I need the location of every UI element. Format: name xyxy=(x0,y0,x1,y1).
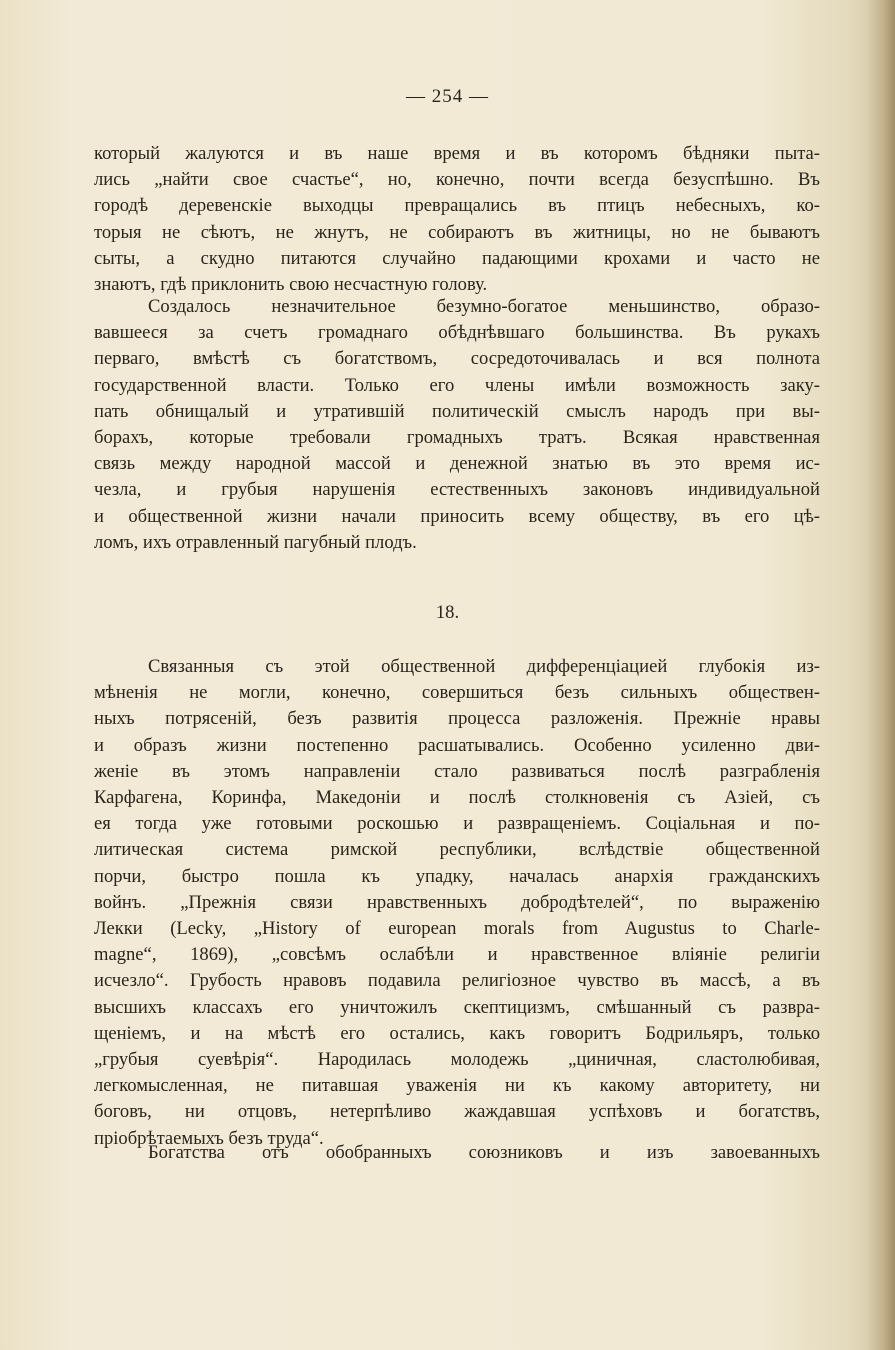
section-number: 18. xyxy=(435,602,460,623)
text-line: государственной власти. Только его члены имѣли возможность заку- xyxy=(94,374,820,396)
text-line: торыя не сѣютъ, не жнутъ, не собираютъ въ житницы, но не бываютъ xyxy=(94,221,820,243)
text-line: литическая система римской республики, вслѣдствіе общественной xyxy=(94,839,820,861)
text-line: порчи, быстро пошла къ упадку, началась анархія гражданскихъ xyxy=(94,865,820,887)
text-line: Лекки (Lecky, „History of european morals from Augustus to Charle- xyxy=(94,918,820,940)
paragraph-1 xyxy=(94,141,820,298)
text-line: чезла, и грубыя нарушенія естественныхъ законовъ индивидуальной xyxy=(94,479,820,501)
text-line: Карфагена, Коринфа, Македоніи и послѣ столкновенія съ Азіей, съ xyxy=(94,787,820,809)
text-line: сыты, а скудно питаются случайно падающими крохами и часто не xyxy=(94,247,820,269)
text-line: Богатства отъ обобранныхъ союзниковъ и изъ завоеванныхъ xyxy=(148,1142,820,1163)
text-line: „грубыя суевѣрія“. Народилась молодежь „циничная, сластолюбивая, xyxy=(94,1049,820,1071)
text-line: пать обнищалый и утратившій политическій смыслъ народъ при вы- xyxy=(94,400,820,422)
text-line: ея тогда уже готовыми роскошью и развращеніемъ. Соціальная и по- xyxy=(94,813,820,835)
page-edge-shadow xyxy=(867,0,895,1350)
text-line: ныхъ потрясеній, безъ развитія процесса разложенія. Прежніе нравы xyxy=(94,708,820,730)
text-line: мѣненія не могли, конечно, совершиться безъ сильныхъ обществен- xyxy=(94,682,820,704)
text-line: войнъ. „Прежнія связи нравственныхъ добродѣтелей“, по выраженію xyxy=(94,891,820,913)
text-line: пріобрѣтаемыхъ безъ труда“. xyxy=(94,1127,324,1149)
text-line: ломъ, ихъ отравленный пагубный плодъ. xyxy=(94,531,417,553)
text-line: боговъ, ни отцовъ, нетерпѣливо жаждавшая успѣховъ и богатствъ, xyxy=(94,1101,820,1123)
text-line: и общественной жизни начали приносить всему обществу, въ его цѣ- xyxy=(94,505,820,527)
text-line: легкомысленная, не питавшая уваженія ни къ какому авторитету, ни xyxy=(94,1075,820,1097)
text-line: женіе въ этомъ направленіи стало развиваться послѣ разграбленія xyxy=(94,760,820,782)
text-line: связь между народной массой и денежной знатью въ это время ис- xyxy=(94,453,820,475)
text-line: и образъ жизни постепенно расшатывались. Особенно усиленно дви- xyxy=(94,734,820,756)
text-line: Создалось незначительное безумно-богатое меньшинство, образо- xyxy=(148,296,820,317)
text-line: щеніемъ, и на мѣстѣ его остались, какъ говоритъ Бодрильяръ, только xyxy=(94,1022,820,1044)
text-line: городѣ деревенскіе выходцы превращались въ птицъ небесныхъ, ко- xyxy=(94,195,820,217)
text-line: знаютъ, гдѣ приклонить свою несчастную голову. xyxy=(94,274,488,296)
text-line: высшихъ классахъ его уничтожилъ скептицизмъ, смѣшанный съ развра- xyxy=(94,996,820,1018)
page-number: — 254 — xyxy=(406,86,489,107)
paragraph-4 xyxy=(94,1140,820,1166)
text-line: вавшееся за счетъ громаднаго обѣднѣвшаго большинства. Въ рукахъ xyxy=(94,322,820,344)
text-line: magne“, 1869), „совсѣмъ ослабѣли и нравственное вліяніе религіи xyxy=(94,944,820,966)
paragraph-2 xyxy=(94,294,820,556)
paragraph-3 xyxy=(94,654,820,1152)
text-line: исчезло“. Грубость нравовъ подавила религіозное чувство въ массѣ, а въ xyxy=(94,970,820,992)
text-line: перваго, вмѣстѣ съ богатствомъ, сосредоточивалась и вся полнота xyxy=(94,348,820,370)
text-line: борахъ, которые требовали громадныхъ тратъ. Всякая нравственная xyxy=(94,427,820,449)
text-line: Связанныя съ этой общественной дифференціацией глубокія из- xyxy=(148,656,820,677)
text-line: лись „найти свое счастье“, но, конечно, почти всегда безуспѣшно. Въ xyxy=(94,169,820,191)
text-line: который жалуются и въ наше время и въ которомъ бѣдняки пыта- xyxy=(94,143,820,164)
